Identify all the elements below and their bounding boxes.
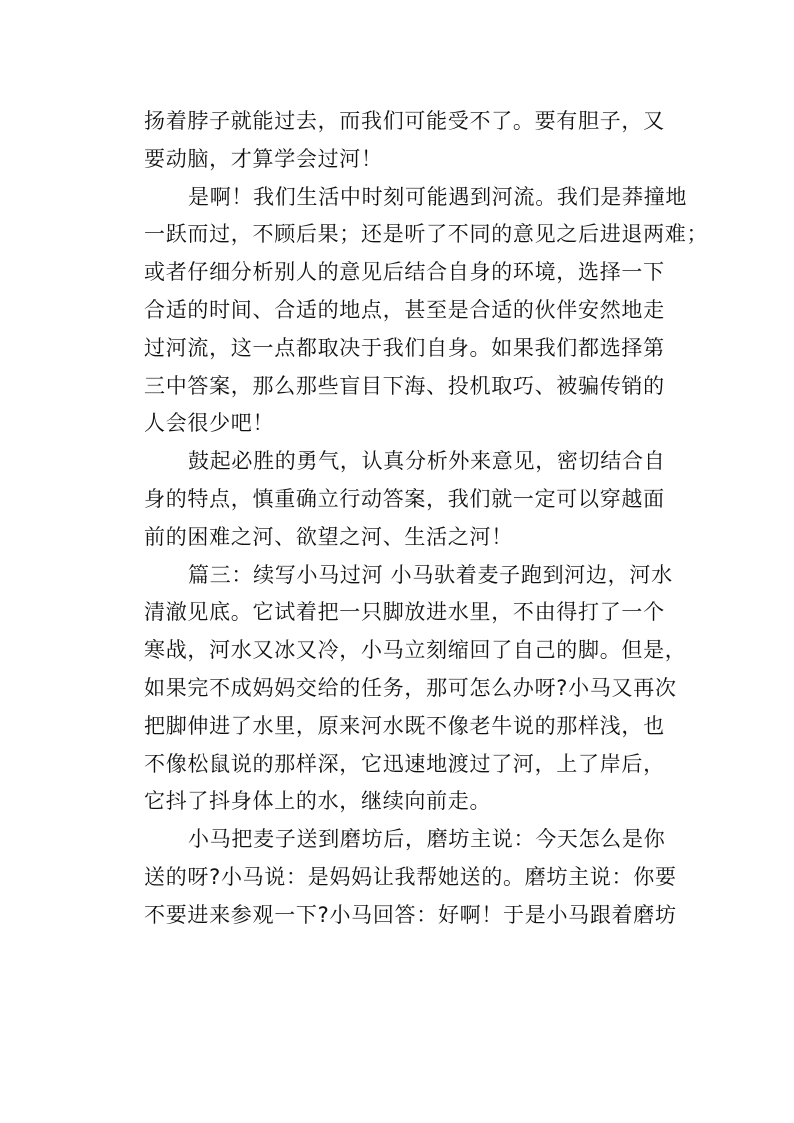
text-line: 或者仔细分析别人的意见后结合自身的环境，选择一下: [144, 260, 665, 285]
text-line: 扬着脖子就能过去，而我们可能受不了。要有胆子，又: [144, 109, 665, 133]
text-line: 过河流，这一点都取决于我们自身。如果我们都选择第: [144, 335, 665, 360]
body-text: [144, 103, 709, 935]
text-line: 三中答案，那么那些盲目下海、投机取巧、被骗传销的: [144, 373, 665, 398]
text-line: 一跃而过，不顾后果；还是听了不同的意见之后进退两难；: [144, 222, 709, 247]
text-line: 它抖了抖身体上的水，继续向前走。: [144, 789, 492, 814]
text-line: 身的特点，慎重确立行动答案，我们就一定可以穿越面: [144, 486, 665, 511]
text-line: 合适的时间、合适的地点，甚至是合适的伙伴安然地走: [144, 297, 665, 322]
text-line: 寒战，河水又冰又冷，小马立刻缩回了自己的脚。但是，: [144, 638, 687, 663]
text-line: 前的困难之河、欲望之河、生活之河！: [144, 524, 513, 549]
text-line: 人会很少吧！: [144, 411, 275, 436]
paragraph-start-line: 是啊！我们生活中时刻可能遇到河流。我们是莽撞地: [188, 184, 688, 209]
paragraph-start-line: 篇三：续写小马过河 小马驮着麦子跑到河边，河水: [188, 562, 673, 587]
text-line: 要动脑，才算学会过河！: [144, 146, 383, 171]
text-line: 清澈见底。它试着把一只脚放进水里，不由得打了一个: [144, 600, 665, 625]
text-line: 不像松鼠说的那样深，它迅速地渡过了河，上了岸后，: [144, 751, 665, 776]
text-line: 如果完不成妈妈交给的任务，那可怎么办呀?小马又再次: [144, 675, 677, 700]
text-line: 不要进来参观一下?小马回答：好啊！于是小马跟着磨坊: [144, 902, 677, 927]
paragraph-start-line: 鼓起必胜的勇气，认真分析外来意见，密切结合自: [188, 449, 666, 474]
text-line: 送的呀?小马说：是妈妈让我帮她送的。磨坊主说：你要: [144, 864, 677, 889]
paragraph-start-line: 小马把麦子送到磨坊后，磨坊主说：今天怎么是你: [188, 827, 666, 852]
text-line: 把脚伸进了水里，原来河水既不像老牛说的那样浅，也: [144, 713, 665, 738]
